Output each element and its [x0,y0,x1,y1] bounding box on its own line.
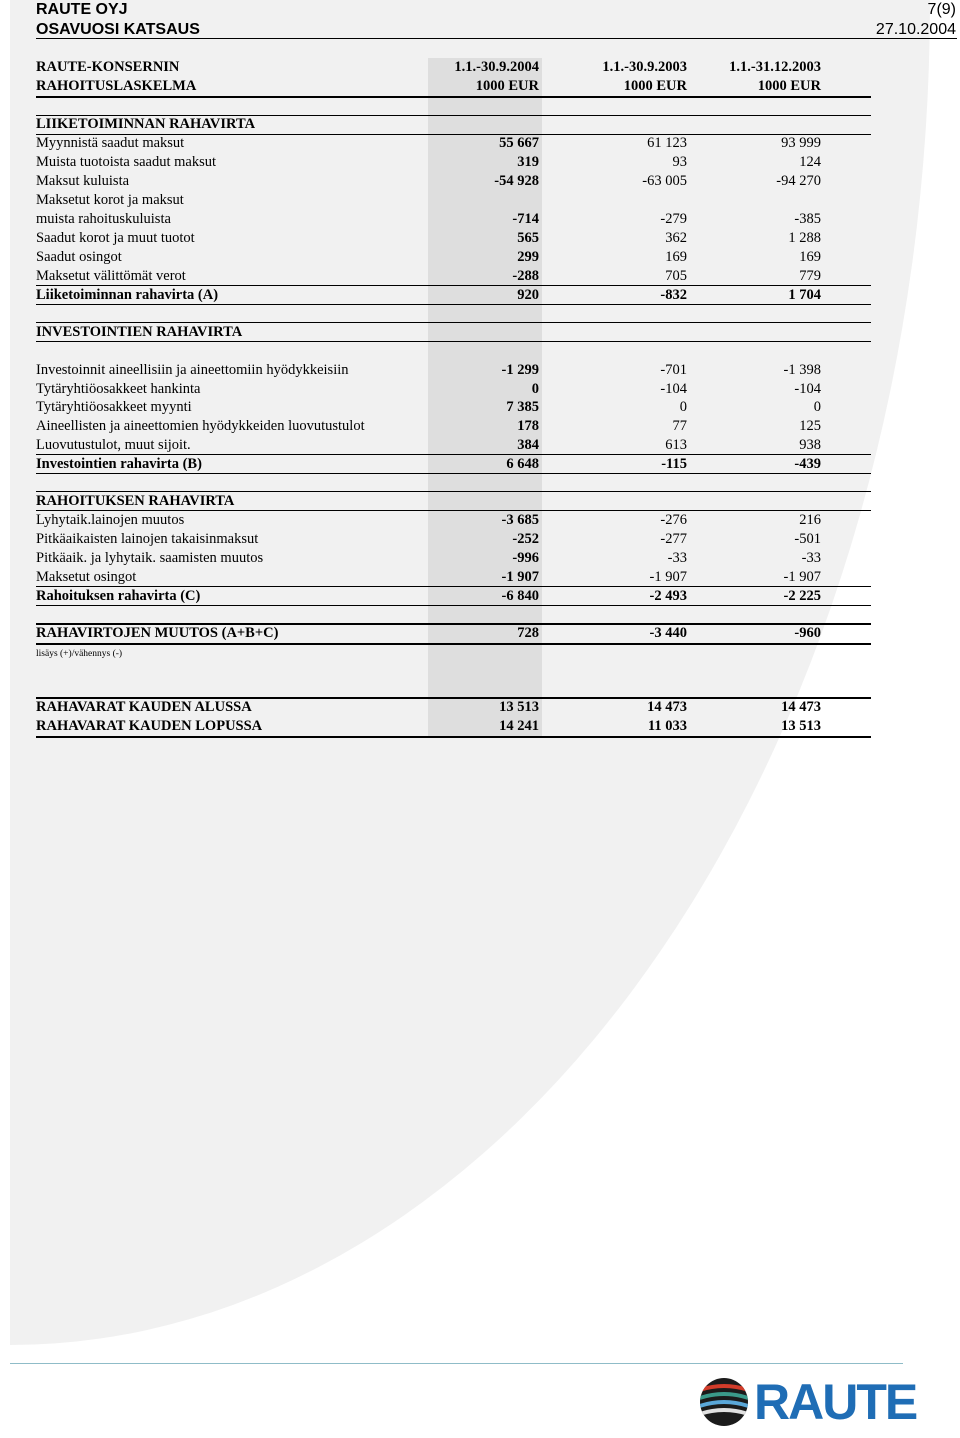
company-name: RAUTE OYJ [36,1,128,18]
value-2003-q3: -33 [667,550,687,566]
value-2003-q3: 93 [672,154,687,170]
row-label: Saadut korot ja muut tuotot [36,230,195,246]
section-heading-investing [36,323,871,342]
col-unit-2: 1000 EUR [623,78,687,94]
value-2003-fy: 125 [799,418,821,434]
statement-subtitle: RAHOITUSLASKELMA [36,78,197,94]
statement-header-row-2 [36,77,871,96]
section-heading-financing [36,492,871,511]
table-row [36,172,871,191]
value-2003-fy: -1 398 [783,362,821,378]
value-2004: -3 685 [501,512,539,528]
table-row [36,530,871,549]
value-2003-fy: 14 473 [781,699,821,715]
value-2003-fy: -2 225 [783,588,821,604]
subtotal-row-financing [36,587,871,606]
rule [36,736,871,738]
table-row [36,210,871,229]
row-label: Muista tuotoista saadut maksut [36,154,217,170]
subtotal-row-investing [36,455,871,474]
value-2003-fy: 169 [799,249,821,265]
section-heading-operating [36,115,871,134]
value-2003-fy: -960 [794,625,821,641]
value-2003-q3: -1 907 [649,569,687,585]
row-label: Tytäryhtiöosakkeet myynti [36,399,192,415]
row-label: Liiketoiminnan rahavirta (A) [36,287,219,303]
value-2004: -714 [512,211,539,227]
rule [36,473,871,474]
value-2003-fy: 216 [799,512,821,528]
value-2003-q3: -276 [660,512,687,528]
row-label: Luovutustulot, muut sijoit. [36,437,191,453]
table-row [36,267,871,286]
table-row [36,436,871,455]
rule [36,341,871,342]
raute-logo [698,1374,917,1430]
value-2004: 13 513 [499,699,539,715]
value-2003-fy: -1 907 [783,569,821,585]
value-2003-q3: 362 [665,230,687,246]
row-label: RAHAVARAT KAUDEN ALUSSA [36,699,252,715]
value-2003-q3: 705 [665,268,687,284]
cash-start-row [36,698,871,717]
section-heading-label: RAHOITUKSEN RAHAVIRTA [36,493,235,509]
row-label: Saadut osingot [36,249,122,265]
table-row [36,229,871,248]
value-2003-q3: 14 473 [647,699,687,715]
row-label: RAHAVIRTOJEN MUUTOS (A+B+C) [36,625,279,641]
value-2003-q3: -3 440 [649,625,687,641]
value-2004: 178 [517,418,539,434]
value-2003-fy: 0 [813,399,821,415]
row-label: Rahoituksen rahavirta (C) [36,588,201,604]
value-2003-fy: 938 [799,437,821,453]
section-heading-label: INVESTOINTIEN RAHAVIRTA [36,324,243,340]
value-2003-q3: -832 [660,287,687,303]
value-2003-q3: 77 [672,418,687,434]
value-2003-q3: -104 [660,381,687,397]
change-note: lisäys (+)/vähennys (-) [36,649,123,659]
value-2004: -54 928 [494,173,539,189]
col-period-2: 1.1.-30.9.2003 [602,59,687,75]
cash-end-row [36,717,871,736]
value-2004: -1 299 [501,362,539,378]
value-2003-fy: -439 [794,456,821,472]
statement-title: RAUTE-KONSERNIN [36,59,180,75]
table-row [36,398,871,417]
table-row [36,248,871,267]
report-title: OSAVUOSI KATSAUS [36,21,200,38]
value-2004: -996 [512,550,539,566]
value-2004: 384 [517,437,539,453]
table-row [36,153,871,172]
rule [36,605,871,606]
value-2003-q3: -2 493 [649,588,687,604]
value-2004: -288 [512,268,539,284]
value-2003-fy: -94 270 [776,173,821,189]
value-2003-fy: 124 [799,154,821,170]
table-row [36,134,871,153]
value-2003-q3: -115 [661,456,687,472]
value-2003-q3: 11 033 [647,718,687,734]
row-label: Tytäryhtiöosakkeet hankinta [36,381,201,397]
raute-logo-wordmark: RAUTE [754,1374,917,1430]
value-2003-fy: -501 [794,531,821,547]
report-date: 27.10.2004 [875,21,956,38]
total-change-row [36,624,871,643]
value-2004: 6 648 [506,456,539,472]
value-2003-q3: -279 [660,211,687,227]
value-2004: 299 [517,249,539,265]
value-2003-fy: 13 513 [781,718,821,734]
value-2004: 319 [517,154,539,170]
value-2004: -252 [512,531,539,547]
col-unit-1: 1000 EUR [475,78,539,94]
row-label: Investoinnit aineellisiin ja aineettomiin hyödykkeisiin [36,362,349,378]
statement-header-row-1 [36,58,871,77]
row-label: Aineellisten ja aineettomien hyödykkeiden luovutustulot [36,418,365,434]
row-label: RAHAVARAT KAUDEN LOPUSSA [36,718,263,734]
value-2004: -6 840 [501,588,539,604]
value-2004: 920 [517,287,539,303]
value-2003-q3: 169 [665,249,687,265]
value-2004: 7 385 [506,399,539,415]
value-2003-fy: -385 [794,211,821,227]
row-label: Maksetut korot ja maksut [36,192,184,208]
table-row [36,361,871,380]
row-label: Pitkäaik. ja lyhytaik. saamisten muutos [36,550,264,566]
row-label: muista rahoituskuluista [36,211,171,227]
value-2003-q3: -63 005 [642,173,687,189]
row-label: Lyhytaik.lainojen muutos [36,512,185,528]
row-label: Myynnistä saadut maksut [36,135,185,151]
row-label: Maksetut osingot [36,569,137,585]
rule [36,643,871,645]
table-row [36,511,871,530]
row-label: Maksut kuluista [36,173,130,189]
rule [36,96,871,98]
table-row [36,191,871,210]
row-label: Pitkäaikaisten lainojen takaisinmaksut [36,531,259,547]
page-number: 7(9) [927,1,956,18]
value-2004: 55 667 [499,135,539,151]
value-2003-q3: 61 123 [647,135,687,151]
col-period-1: 1.1.-30.9.2004 [454,59,539,75]
value-2004: -1 907 [501,569,539,585]
value-2003-fy: 1 704 [788,287,821,303]
value-2003-q3: 0 [679,399,687,415]
table-row [36,380,871,399]
value-2004: 565 [517,230,539,246]
header-rule [36,38,957,39]
value-2004: 0 [531,381,539,397]
value-2003-fy: 93 999 [781,135,821,151]
value-2003-q3: -277 [660,531,687,547]
value-2003-q3: 613 [665,437,687,453]
value-2003-q3: -701 [660,362,687,378]
value-2003-fy: -104 [794,381,821,397]
value-2003-fy: 779 [799,268,821,284]
section-heading-label: LIIKETOIMINNAN RAHAVIRTA [36,116,256,132]
value-2003-fy: 1 288 [788,230,821,246]
table-row [36,549,871,568]
report-header [36,0,200,40]
row-label: Investointien rahavirta (B) [36,456,202,472]
footer-rule [10,1363,903,1364]
subtotal-row-operating [36,286,871,305]
table-row [36,417,871,436]
value-2004: 728 [517,625,539,641]
page-meta [876,0,956,40]
table-row [36,568,871,587]
col-unit-3: 1000 EUR [757,78,821,94]
value-2003-fy: -33 [801,550,821,566]
raute-globe-logo-icon [698,1376,750,1428]
col-period-3: 1.1.-31.12.2003 [729,59,821,75]
value-2004: 14 241 [499,718,539,734]
rule [36,304,871,305]
row-label: Maksetut välittömät verot [36,268,186,284]
